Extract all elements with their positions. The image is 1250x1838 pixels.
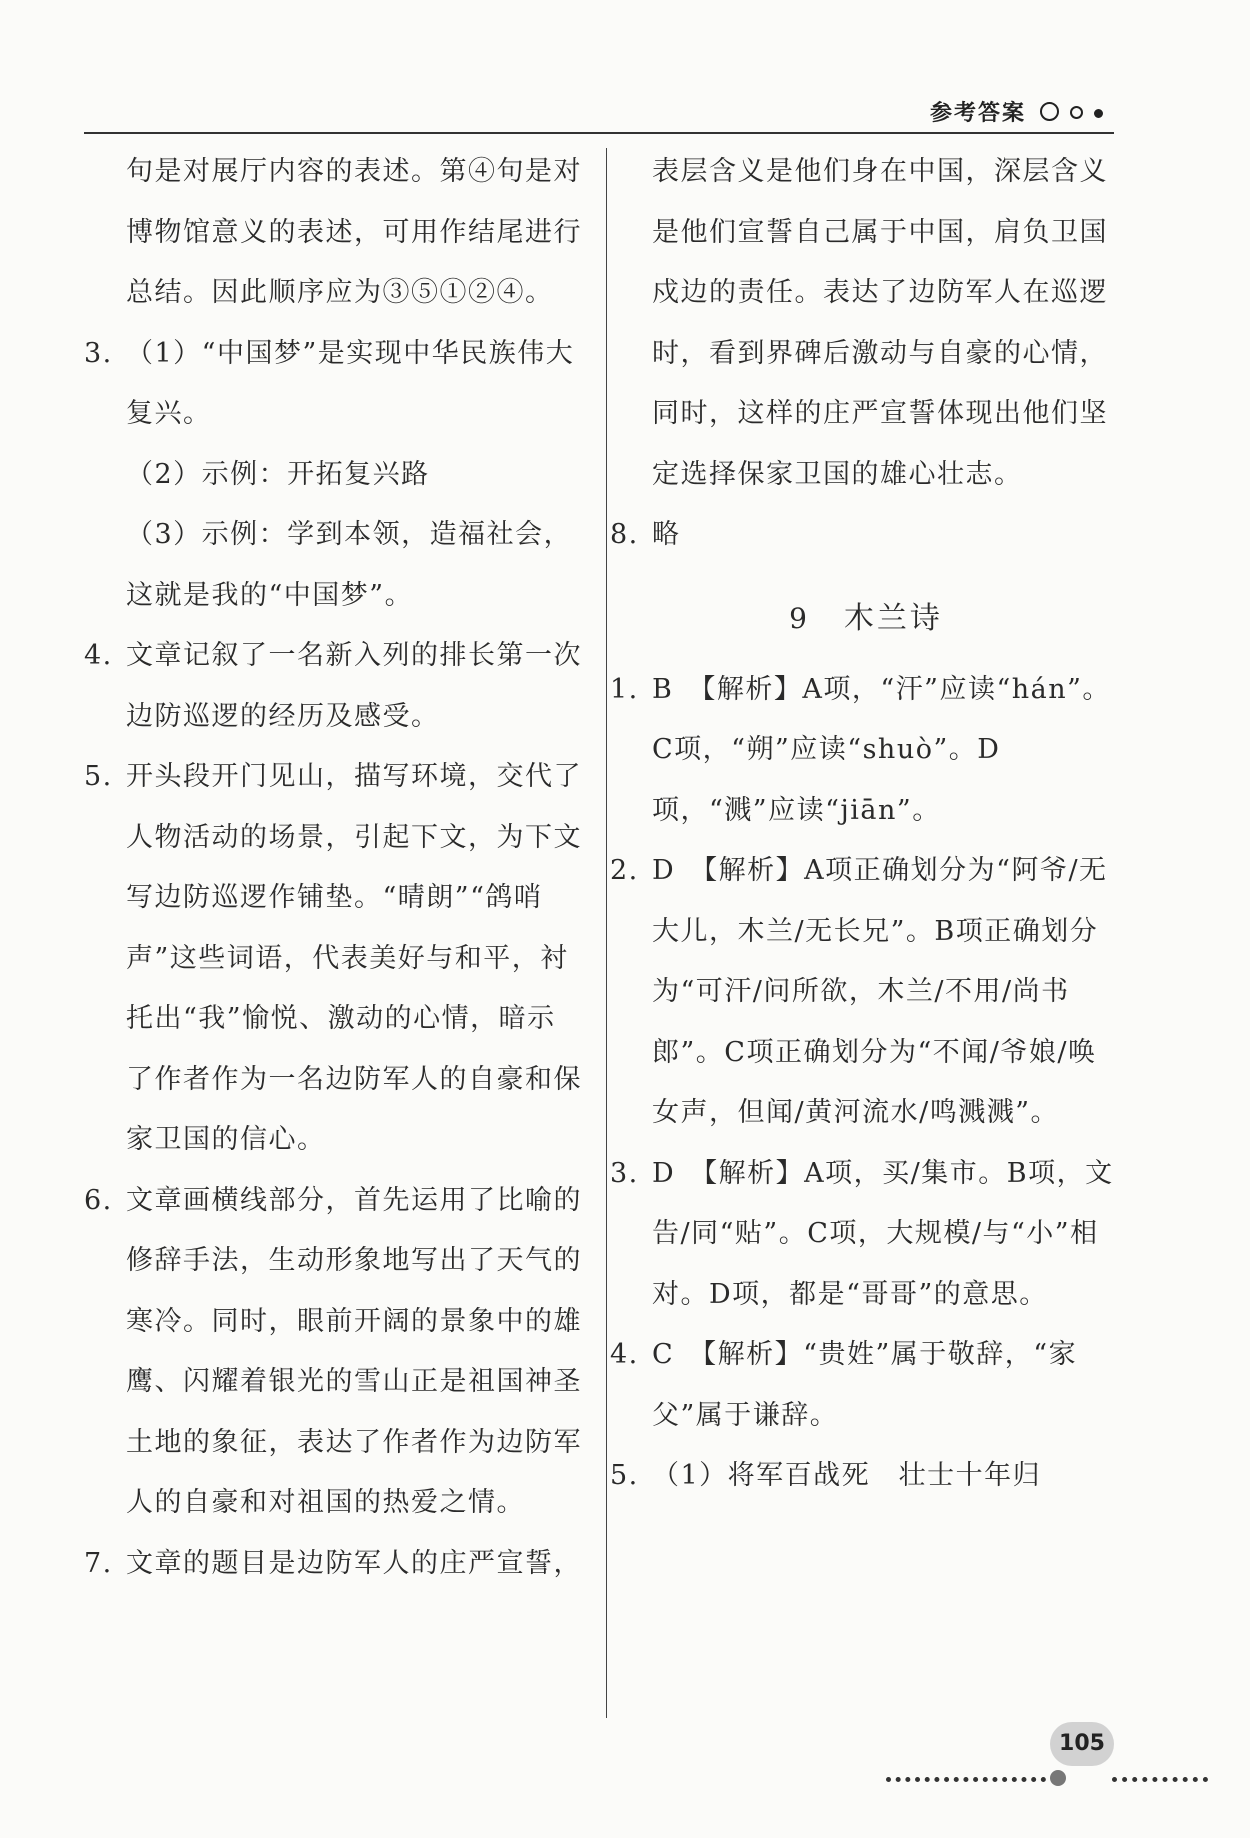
section-title-text: 木兰诗 bbox=[843, 600, 943, 636]
answer-item bbox=[84, 505, 584, 626]
answer-item bbox=[84, 1534, 584, 1595]
answer-number: 1. bbox=[610, 673, 639, 705]
circle-medium-icon bbox=[1070, 106, 1083, 119]
column-divider bbox=[606, 148, 607, 1718]
answer-item bbox=[610, 841, 1122, 1144]
circle-small-icon bbox=[1094, 109, 1103, 118]
page-header bbox=[84, 92, 1114, 132]
answer-item bbox=[84, 1171, 584, 1534]
answer-number: 8. bbox=[610, 519, 639, 550]
answer-text: （1）“中国梦”是实现中华民族伟大复兴。 bbox=[126, 337, 575, 429]
answer-text: D 【解析】A项，买/集市。B项，文告/同“贴”。C项，大规模/与“小”相对。D项，都是“哥哥”的意思。 bbox=[652, 1157, 1114, 1310]
answer-number: 4. bbox=[610, 1339, 639, 1370]
footer-dots-left bbox=[886, 1777, 1046, 1788]
answer-number: 7. bbox=[84, 1547, 113, 1579]
answer-item bbox=[610, 1325, 1122, 1446]
answer-number: 5. bbox=[84, 761, 113, 792]
left-column bbox=[84, 142, 584, 1594]
header-title: 参考答案 bbox=[929, 101, 1026, 126]
page-number: 105 bbox=[1050, 1722, 1114, 1766]
answer-item bbox=[84, 445, 584, 506]
answer-text: 文章画横线部分，首先运用了比喻的修辞手法，生动形象地写出了天气的寒冷。同时，眼前开阔的景象中的雄鹰、闪耀着银光的雪山正是祖国神圣土地的象征，表达了作者作为边防军人的自豪和对祖国的热爱之情。 bbox=[126, 1184, 582, 1518]
answer-text: 表层含义是他们身在中国，深层含义是他们宣誓自己属于中国，肩负卫国戍边的责任。表达了边防军人在巡逻时，看到界碑后激动与自豪的心情，同时，这样的庄严宣誓体现出他们坚定选择保家卫国的雄心壮志。 bbox=[652, 156, 1108, 490]
answer-text: 文章记叙了一名新入列的排长第一次边防巡逻的经历及感受。 bbox=[126, 640, 582, 732]
answer-text: B 【解析】A项，“汗”应读“hán”。C项，“朔”应读“shuò”。D项，“溅”应读“jiān”。 bbox=[652, 673, 1111, 826]
footer-dots-right bbox=[1112, 1777, 1208, 1788]
answer-text: 略 bbox=[652, 519, 681, 550]
answer-number: 3. bbox=[610, 1157, 639, 1189]
answer-item bbox=[84, 626, 584, 747]
answer-item bbox=[610, 1144, 1122, 1326]
answer-item bbox=[610, 1446, 1122, 1507]
answer-item bbox=[84, 142, 584, 324]
answer-text: （1）将军百战死 壮士十年归 bbox=[652, 1460, 1042, 1491]
answer-number: 6. bbox=[84, 1184, 113, 1216]
answer-item bbox=[84, 324, 584, 445]
answer-item bbox=[610, 660, 1122, 842]
answer-number: 2. bbox=[610, 855, 639, 886]
answer-text: D 【解析】A项正确划分为“阿爷/无大儿，木兰/无长兄”。B项正确划分为“可汗/问所欲，木兰/不用/尚书郎”。C项正确划分为“不闻/爷娘/唤女声，但闻/黄河流水/鸣溅溅”。 bbox=[652, 855, 1108, 1128]
footer-dot-icon bbox=[1050, 1770, 1066, 1786]
answer-text: （3）示例：学到本领，造福社会，这就是我的“中国梦”。 bbox=[126, 519, 573, 611]
answer-text: 文章的题目是边防军人的庄严宣誓， bbox=[126, 1547, 582, 1579]
section-title bbox=[610, 588, 1122, 650]
answer-text: C 【解析】“贵姓”属于敬辞，“家父”属于谦辞。 bbox=[652, 1339, 1078, 1431]
answer-item bbox=[610, 505, 1122, 566]
circle-large-icon bbox=[1040, 102, 1059, 121]
answer-item bbox=[610, 142, 1122, 505]
answer-number: 4. bbox=[84, 640, 113, 671]
answer-item bbox=[84, 747, 584, 1171]
answer-number: 3. bbox=[84, 337, 113, 369]
answer-text: 开头段开门见山，描写环境，交代了人物活动的场景，引起下文，为下文写边防巡逻作铺垫。“晴朗”“鸽哨声”这些词语，代表美好与和平，衬托出“我”愉悦、激动的心情，暗示了作者作为一名边防军人的自豪和保家卫国的信心。 bbox=[126, 761, 582, 1155]
answer-number: 5. bbox=[610, 1460, 639, 1491]
header-rule bbox=[84, 132, 1114, 134]
right-column bbox=[610, 142, 1122, 1507]
answer-text: 句是对展厅内容的表述。第④句是对博物馆意义的表述，可用作结尾进行总结。因此顺序应为③⑤①②④。 bbox=[126, 156, 582, 308]
section-number: 9 bbox=[789, 601, 810, 635]
answer-text: （2）示例：开拓复兴路 bbox=[126, 458, 430, 490]
header-circles-decoration bbox=[1034, 102, 1114, 122]
